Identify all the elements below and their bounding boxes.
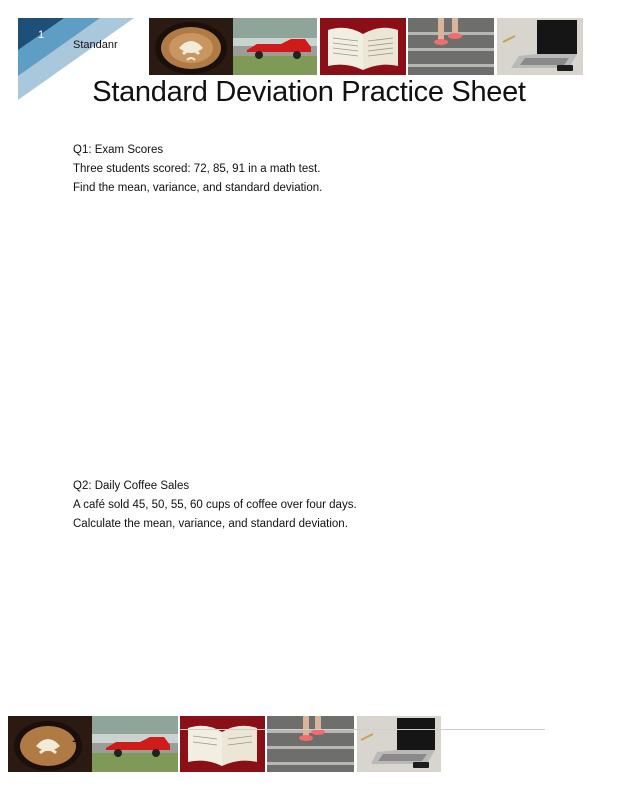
question-line: A café sold 45, 50, 55, 60 cups of coffee over four days. [73,499,357,511]
latte-art-photo [149,18,233,75]
stairs-runner-photo [267,716,354,772]
page-title: Standard Deviation Practice Sheet [92,76,526,108]
question-line: Calculate the mean, variance, and standard deviation. [73,518,348,530]
header-label: Standanr [73,39,118,51]
question-heading: Q2: Daily Coffee Sales [73,480,190,492]
latte-art-photo [8,716,92,772]
open-book-photo [180,716,265,772]
race-car-photo [92,716,178,772]
laptop-desk-photo [497,18,583,75]
question-line: Find the mean, variance, and standard deviation. [73,182,323,194]
open-book-photo [320,18,406,75]
laptop-desk-photo [357,716,441,772]
question-heading: Q1: Exam Scores [73,144,164,156]
question-1 [73,141,322,198]
footer-divider [180,729,545,730]
footer-page-number: 1 [72,731,79,745]
race-car-photo [233,18,317,75]
question-line: Three students scored: 72, 85, 91 in a math test. [73,163,321,175]
question-2 [73,477,357,534]
header-page-number: 1 [38,29,45,41]
stairs-runner-photo [408,18,494,75]
